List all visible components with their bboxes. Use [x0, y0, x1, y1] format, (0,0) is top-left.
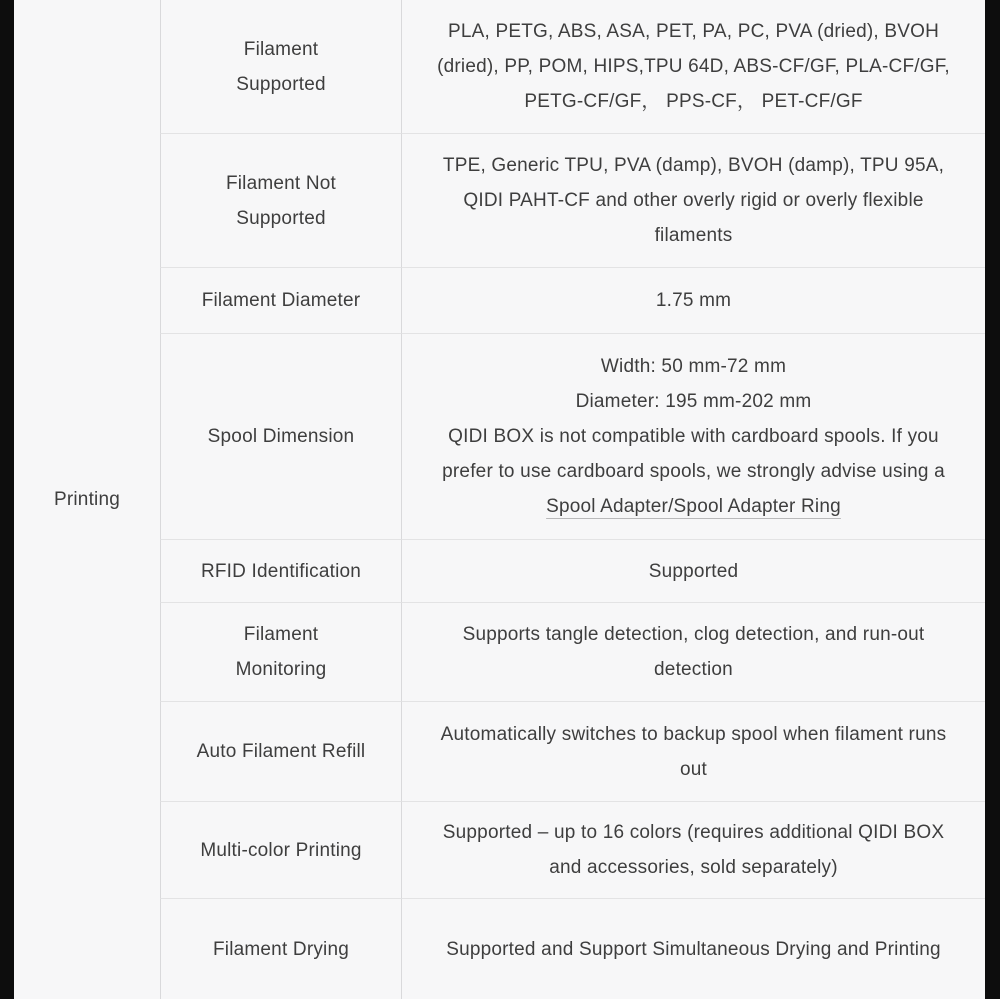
- row-label-auto-filament-refill: [160, 701, 401, 801]
- label-line: Monitoring: [235, 659, 327, 680]
- category-cell-printing: [14, 0, 160, 999]
- category-label: Printing: [53, 489, 121, 510]
- row-label-filament-drying: [160, 898, 401, 999]
- row-value-auto-filament-refill: [401, 701, 985, 801]
- label-line: Supported: [236, 73, 326, 95]
- label-line: Spool Dimension: [207, 426, 355, 447]
- spool-width-line: Width: 50 mm-72 mm: [600, 356, 787, 377]
- auto-refill-value: Automatically switches to backup spool when filament runs out: [440, 723, 947, 780]
- row-label-multi-color-printing: [160, 801, 401, 898]
- row-label-filament-not-supported: [160, 133, 401, 267]
- spool-note-text: QIDI BOX is not compatible with cardboard spools. If you prefer to use cardboard spools, we strongly advise using a: [442, 426, 945, 482]
- spool-diameter-line: Diameter: 195 mm-202 mm: [575, 391, 812, 412]
- multi-color-value: Supported – up to 16 colors (requires additional QIDI BOX and accessories, sold separately): [442, 822, 945, 878]
- row-label-filament-diameter: [160, 267, 401, 333]
- filament-monitoring-value: Supports tangle detection, clog detection, and run-out detection: [462, 624, 925, 680]
- row-label-spool-dimension: [160, 333, 401, 539]
- label-line: Supported: [236, 207, 326, 229]
- label-line: Filament: [243, 38, 319, 60]
- label-line: Auto Filament Refill: [196, 741, 366, 762]
- row-value-filament-monitoring: [401, 602, 985, 701]
- rfid-value: Supported: [648, 560, 739, 582]
- label-line: RFID Identification: [200, 560, 362, 582]
- row-value-filament-drying: [401, 898, 985, 999]
- label-line: Filament Drying: [212, 938, 350, 960]
- row-label-filament-supported: [160, 0, 401, 133]
- row-value-multi-color-printing: [401, 801, 985, 898]
- row-value-filament-not-supported: [401, 133, 985, 267]
- filament-diameter-value: 1.75 mm: [655, 290, 732, 311]
- label-line: Filament Not: [225, 172, 337, 194]
- label-line: Filament Diameter: [201, 290, 361, 311]
- label-line: Multi-color Printing: [200, 839, 362, 861]
- printing-spec-table: [14, 0, 985, 999]
- row-value-rfid-identification: [401, 539, 985, 602]
- filament-supported-value: PLA, PETG, ABS, ASA, PET, PA, PC, PVA (dried), BVOH (dried), PP, POM, HIPS,TPU 64D, ABS-CF/GF, PLA-CF/GF, PETG-CF/GF， PPS-CF， PET-CF/GF: [437, 21, 950, 112]
- row-label-rfid-identification: [160, 539, 401, 602]
- row-value-spool-dimension: [401, 333, 985, 539]
- row-value-filament-supported: [401, 0, 985, 133]
- label-line: Filament: [243, 624, 319, 645]
- row-label-filament-monitoring: [160, 602, 401, 701]
- spec-table-section: [14, 0, 985, 999]
- row-value-filament-diameter: [401, 267, 985, 333]
- spool-note: [430, 419, 957, 524]
- spool-adapter-link[interactable]: Spool Adapter/Spool Adapter Ring: [546, 496, 841, 517]
- filament-not-supported-value: TPE, Generic TPU, PVA (damp), BVOH (damp), TPU 95A, QIDI PAHT-CF and other overly rigid or overly flexible filaments: [442, 155, 945, 246]
- filament-drying-value: Supported and Support Simultaneous Drying and Printing: [446, 938, 941, 960]
